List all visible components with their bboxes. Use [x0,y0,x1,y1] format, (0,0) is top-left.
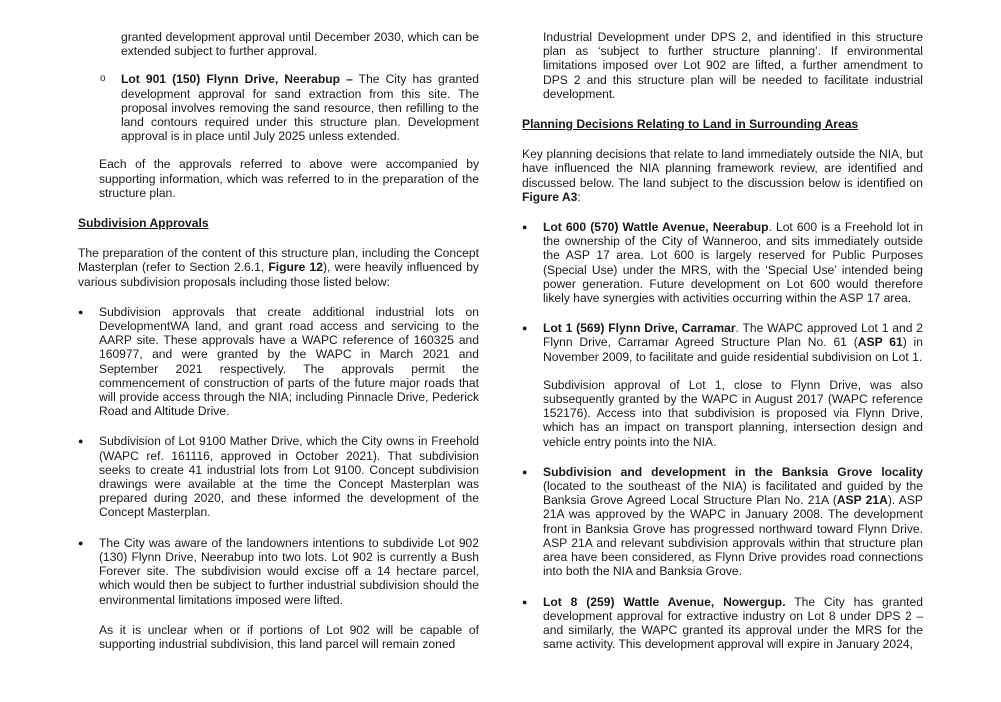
list-item-title: Lot 600 (570) Wattle Avenue, Neerabup [543,220,769,235]
bullet-icon: ● [78,436,84,447]
list-item [78,72,479,143]
left-column [78,30,479,651]
asp-ref: ASP 21A [836,493,888,508]
list-item-text: The City has granted development approval for sand extraction from this site. The proposal involves removing the sand resource, then refilling to the land contours required under this structure plan. Development approval is in place until July 2025 unless extended. [121,72,480,144]
list-item-title: Lot 1 (569) Flynn Drive, Carramar [543,321,736,336]
list-item-text: The City was aware of the landowners intentions to subdivide Lot 902 (130) Flynn Drive, Neerabup into two lots. Lot 902 is currently a Bush Forever site. The subdivision would excise off a 14 hectare parcel, which would then be subject to further industrial subdivision should the environmental limitations imposed were lifted. [99,535,479,607]
list-item: ● Lot 1 (569) Flynn Drive, Carramar. The WAPC approved Lot 1 and 2 Flynn Drive, Carramar Agreed Structure Plan No. 61 (ASP 61) in November 2009, to facilitate and guide residential subdivision on Lot 1. [522,321,923,364]
list-item-title: Lot 901 (150) Flynn Drive, Neerabup – [121,72,353,87]
paragraph: The preparation of the content of this structure plan, including the Concept Masterplan (refer to Section 2.6.1, Figure 12), were heavily influenced by various subdivision proposals including those listed below: [78,246,479,289]
paragraph: Subdivision approval of Lot 1, close to Flynn Drive, was also subsequently granted by the WAPC in August 2017 (WAPC reference 152176). Access into that subdivision is proposed via Flynn Drive, which has an impact on transport planning, intersection design and vehicle entry points into the NIA. [543,377,923,449]
paragraph: granted development approval until December 2030, which can be extended subject to further approval. [121,30,479,59]
bullet-icon: ● [78,537,84,548]
list-item [78,536,479,607]
paragraph: Each of the approvals referred to above were accompanied by supporting information, which was referred to in the preparation of the structure plan. [99,157,479,200]
list-item-text: Subdivision approvals that create additional industrial lots on DevelopmentWA land, and grant road access and servicing to the AARP site. These approvals have a WAPC reference of 160325 and 160977, and were granted by the WAPC in March 2021 and September 2021 respectively. The approvals permit the commencement of construction of parts of the future major roads that will provide access through the NIA; including Pinnacle Drive, Pederick Road and Altitude Drive. [99,304,479,419]
figure-ref: Figure A3 [522,189,578,204]
list-item [78,434,479,519]
list-item [522,595,923,652]
section-heading: Subdivision Approvals [78,216,209,231]
list-item-text: The City has granted development approval for extractive industry on Lot 8 under DPS 2 – and similarly, the WAPC granted its approval under the MRS for the same activity. This development approval will expire in January 2024, [543,594,923,652]
list-item-title: Subdivision and development in the Banksia Grove locality [543,464,923,479]
bullet-icon: ● [522,222,528,233]
section-heading: Planning Decisions Relating to Land in Surrounding Areas [522,117,859,132]
right-column [522,30,923,651]
bullet-icon: ● [522,466,528,477]
bullet-icon: ● [78,306,84,317]
figure-ref: Figure 12 [268,260,324,275]
list-item-title: Lot 8 (259) Wattle Avenue, Nowergup. [543,594,786,609]
list-item-text: . Lot 600 is a Freehold lot in the ownership of the City of Wanneroo, and sits immediately outside the ASP 17 area. Lot 600 is largely reserved for Public Purposes (Special Use) under the MRS, with the ‘Special Use’ intended being power generation. Future development on Lot 600 would therefore likely have synergies with activities occurring within the ASP 17 area. [543,220,923,306]
list-item-text: Subdivision of Lot 9100 Mather Drive, which the City owns in Freehold (WAPC ref. 161116, approved in October 2021). That subdivision seeks to create 41 industrial lots from Lot 9100. Concept subdivision drawings were available at the time the Concept Masterplan was prepared during 2020, and these informed the development of the Concept Masterplan. [99,434,479,520]
sub-bullet-icon: o [100,73,106,85]
paragraph: As it is unclear when or if portions of Lot 902 will be capable of supporting industrial subdivision, this land parcel will remain zoned [99,622,479,651]
paragraph: Industrial Development under DPS 2, and identified in this structure plan as ‘subject to further structure planning’. If environmental limitations imposed over Lot 902 are lifted, a further amendment to DPS 2 and this structure plan will be needed to facilitate industrial development. [543,30,923,101]
list-item [78,305,479,419]
list-item [522,220,923,305]
bullet-icon: ● [522,323,528,334]
asp-ref: ASP 61 [857,335,903,350]
paragraph: Key planning decisions that relate to land immediately outside the NIA, but have influenced the NIA planning framework review, are identified and discussed below. The land subject to the discussion below is identified on Figure A3: [522,147,923,204]
bullet-icon: ● [522,596,528,607]
list-item: ● Subdivision and development in the Banksia Grove locality (located to the southeast of the NIA) is facilitated and guided by the Banksia Grove Agreed Local Structure Plan No. 21A (ASP 21A). ASP 21A was approved by the WAPC in January 2008. The development front in Banksia Grove has progressed northward toward Flynn Drive. ASP 21A and relevant subdivision approvals within that structure plan area have been considered, as Flynn Drive provides road connections into both the NIA and Banksia Grove. [522,464,923,579]
